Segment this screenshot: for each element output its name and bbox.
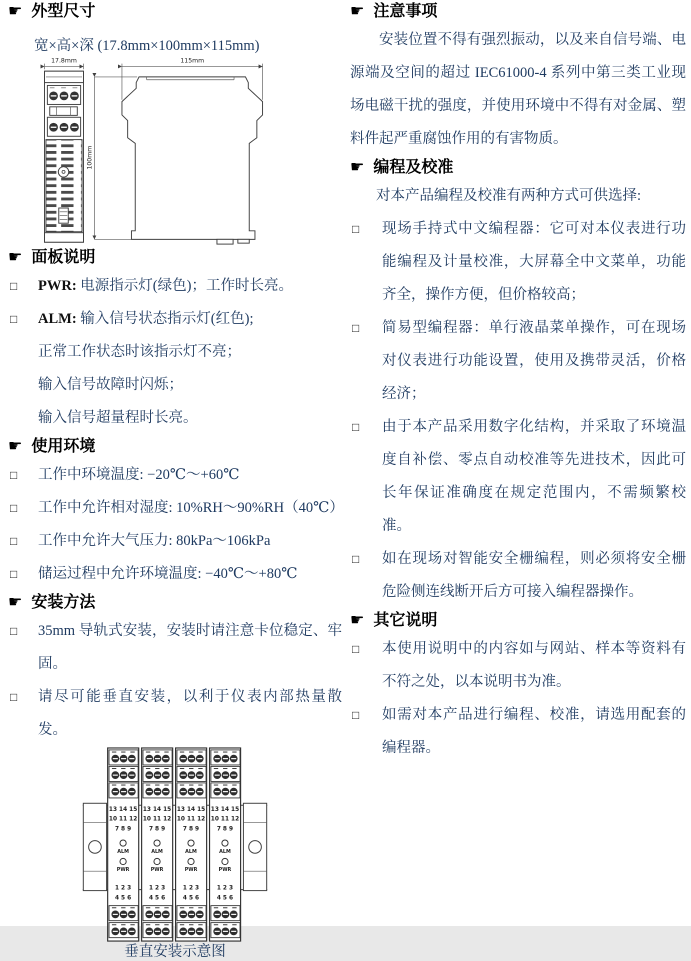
section-title-text: 编程及校准	[373, 159, 454, 176]
pointing-hand-icon: ☛	[8, 594, 23, 611]
square-bullet-icon: □	[10, 567, 18, 581]
section-title-install	[8, 591, 342, 615]
programming-item-text: 现场手持式中文编程器：它可对本仪表进行功能编程及计量校准，大屏幕全中文菜单，功能齐全，操作方便，但价格较高；	[382, 221, 686, 303]
notice-paragraph: 安装位置不得有强烈振动，以及来自信号端、电源端及空间的超过 IEC61000-4 系列中第三类工业现场电磁干扰的强度，并使用环境中不得有对金属、塑料件起严重腐蚀作用的有害物质。	[350, 32, 686, 147]
pointing-hand-icon: ☛	[350, 159, 365, 176]
square-bullet-icon: □	[10, 624, 18, 638]
install-diagram	[8, 747, 342, 961]
square-bullet-icon: □	[352, 420, 360, 434]
bullet-item	[350, 699, 686, 765]
section-title-text: 注意事项	[373, 3, 438, 20]
install-diagram-svg: 4 5 6	[80, 747, 270, 943]
bullet-item-alm	[8, 303, 342, 336]
square-bullet-icon: □	[10, 501, 18, 515]
square-bullet-icon: □	[10, 468, 18, 482]
square-bullet-icon: □	[10, 279, 18, 293]
bullet-item	[8, 525, 342, 558]
pointing-hand-icon: ☛	[350, 612, 365, 629]
front-view	[45, 58, 84, 243]
pointing-hand-icon: ☛	[8, 3, 23, 20]
pwr-text: 电源指示灯(绿色)；工作时长亮。	[80, 278, 293, 294]
env-item-text: 工作中允许大气压力: 80kPa～106kPa	[38, 533, 271, 549]
section-title-text: 使用环境	[31, 438, 96, 455]
programming-item-text: 如在现场对智能安全栅编程，则必须将安全栅危险侧连线断开后方可接入编程器操作。	[382, 551, 686, 600]
square-bullet-icon: □	[352, 552, 360, 566]
alm-text: 输入信号状态指示灯(红色);	[80, 311, 254, 327]
section-title-text: 安装方法	[31, 594, 96, 611]
section-title-programming	[350, 156, 686, 180]
bullet-item	[350, 411, 686, 543]
install-item-text: 请尽可能垂直安装，以利于仪表内部热量散发。	[38, 689, 342, 738]
side-view	[122, 58, 263, 244]
alm-subline: 正常工作状态时该指示灯不亮；	[38, 344, 241, 360]
left-column	[8, 0, 342, 961]
bullet-item	[8, 492, 342, 525]
alm-subline: 输入信号故障时闪烁；	[38, 377, 183, 393]
section-title-environment	[8, 435, 342, 459]
dimension-drawing	[34, 56, 284, 246]
programming-item-text: 由于本产品采用数字化结构，并采取了环境温度自补偿、零点自动校准等先进技术，因此可长年保证准确度在规定范围内，不需频繁校准。	[382, 419, 686, 534]
dimension-drawing-svg	[34, 56, 284, 246]
section-title-outline	[8, 0, 342, 24]
install-diagram-caption: 垂直安装示意图	[124, 944, 226, 960]
bullet-item	[8, 459, 342, 492]
dimension-note: 宽×高×深 (17.8mm×100mm×115mm)	[34, 38, 260, 54]
right-column	[350, 0, 686, 765]
programming-item-text: 简易型编程器：单行液晶菜单操作，可在现场对仪表进行功能设置，使用及携带灵活，价格经济；	[382, 320, 686, 402]
section-title-text: 外型尺寸	[31, 3, 96, 20]
square-bullet-icon: □	[352, 321, 360, 335]
square-bullet-icon: □	[10, 534, 18, 548]
bullet-item	[350, 633, 686, 699]
square-bullet-icon: □	[352, 222, 360, 236]
pwr-lead: PWR:	[38, 278, 77, 294]
square-bullet-icon: □	[10, 312, 18, 326]
front-width-label: 17.8mm	[51, 57, 77, 65]
alm-lead: ALM:	[38, 311, 77, 327]
section-title-other	[350, 609, 686, 633]
env-item-text: 储运过程中允许环境温度: −40℃～+80℃	[38, 566, 298, 582]
bullet-item	[8, 615, 342, 681]
programming-intro: 对本产品编程及校准有两种方式可供选择:	[376, 188, 642, 204]
install-item-text: 35mm 导轨式安装，安装时请注意卡位稳定、牢固。	[38, 623, 342, 672]
pointing-hand-icon: ☛	[350, 3, 365, 20]
square-bullet-icon: □	[10, 690, 18, 704]
pointing-hand-icon: ☛	[8, 249, 23, 266]
bullet-item-pwr	[8, 270, 342, 303]
height-label: 100mm	[86, 145, 94, 170]
env-item-text: 工作中允许相对湿度: 10%RH～90%RH（40℃）	[38, 500, 344, 516]
section-title-panel	[8, 246, 342, 270]
section-title-text: 其它说明	[373, 612, 438, 629]
pointing-hand-icon: ☛	[8, 438, 23, 455]
bullet-item	[8, 681, 342, 747]
square-bullet-icon: □	[352, 642, 360, 656]
bullet-item	[350, 312, 686, 411]
bullet-item	[350, 543, 686, 609]
section-title-text: 面板说明	[31, 249, 96, 266]
bullet-item	[350, 213, 686, 312]
other-item-text: 本使用说明中的内容如与网站、样本等资料有不符之处，以本说明书为准。	[382, 641, 686, 690]
alm-subline: 输入信号超量程时长亮。	[38, 410, 198, 426]
other-item-text: 如需对本产品进行编程、校准，请选用配套的编程器。	[382, 707, 686, 756]
square-bullet-icon: □	[352, 708, 360, 722]
env-item-text: 工作中环境温度: −20℃～+60℃	[38, 467, 240, 483]
bullet-item	[8, 558, 342, 591]
section-title-notice	[350, 0, 686, 24]
depth-label: 115mm	[180, 57, 205, 65]
